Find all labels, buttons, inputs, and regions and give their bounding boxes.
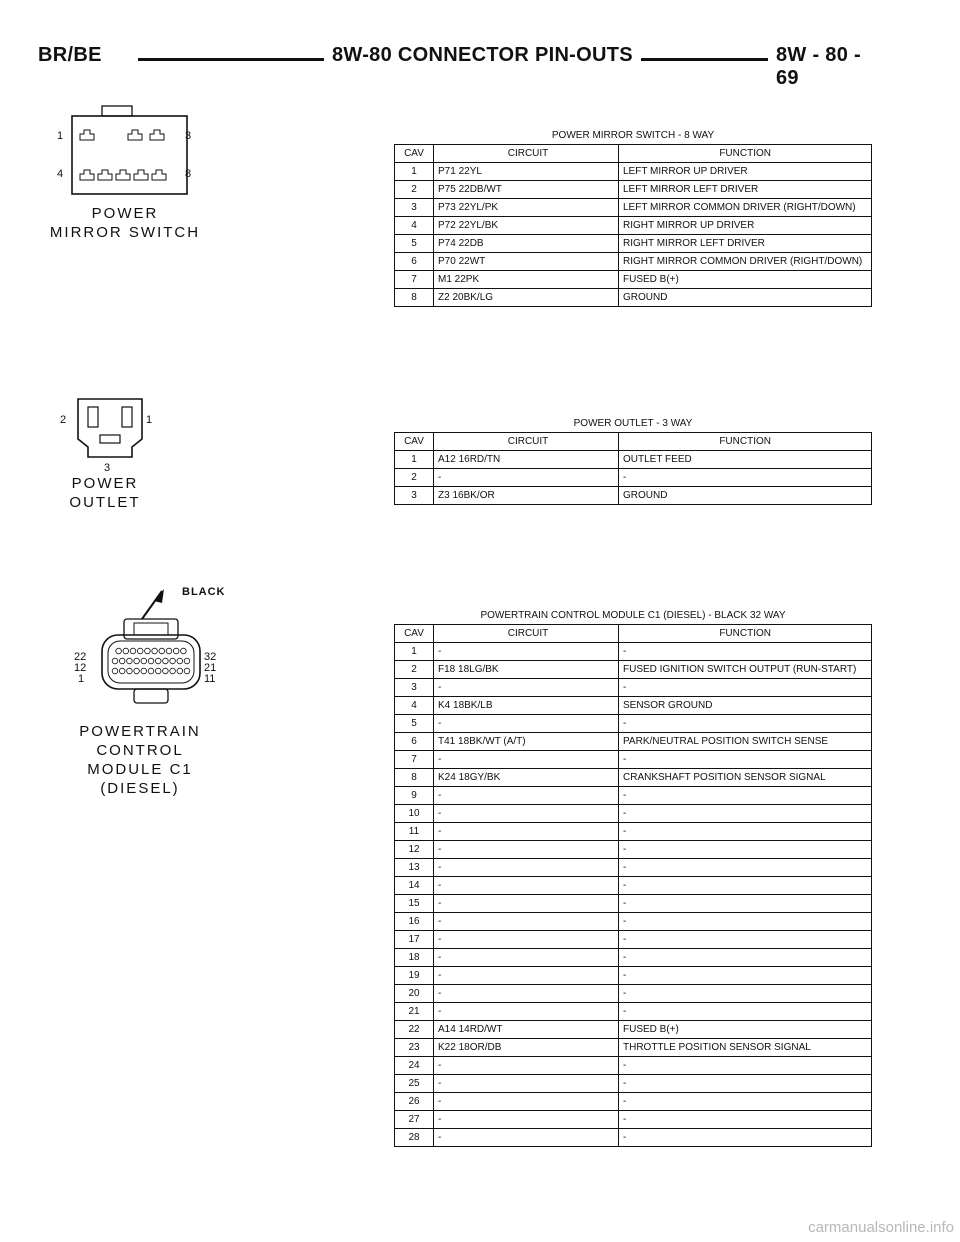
circuit-cell: - xyxy=(434,877,619,895)
circuit-cell: - xyxy=(434,643,619,661)
table-row xyxy=(395,913,872,931)
table-row xyxy=(395,661,872,679)
header-model: BR/BE xyxy=(38,44,102,66)
cavity-cell: 5 xyxy=(395,715,434,733)
function-cell: GROUND xyxy=(619,487,872,505)
function-cell: - xyxy=(619,967,872,985)
label-line: POWER xyxy=(71,475,139,492)
circuit-cell: - xyxy=(434,913,619,931)
table-row xyxy=(395,1075,872,1093)
pin-label: 2 xyxy=(60,414,67,426)
circuit-cell: M1 22PK xyxy=(434,271,619,289)
function-cell: - xyxy=(619,643,872,661)
table-row xyxy=(395,949,872,967)
circuit-cell: K4 18BK/LB xyxy=(434,697,619,715)
function-cell: - xyxy=(619,949,872,967)
function-cell: - xyxy=(619,469,872,487)
column-header: FUNCTION xyxy=(619,145,872,163)
circuit-cell: - xyxy=(434,859,619,877)
circuit-cell: - xyxy=(434,679,619,697)
table-row xyxy=(395,1093,872,1111)
circuit-cell: - xyxy=(434,967,619,985)
power-outlet-pinout-table xyxy=(394,432,872,505)
table-row xyxy=(395,985,872,1003)
cavity-cell: 3 xyxy=(395,679,434,697)
function-cell: FUSED IGNITION SWITCH OUTPUT (RUN-START) xyxy=(619,661,872,679)
cavity-cell: 3 xyxy=(395,487,434,505)
function-cell: - xyxy=(619,841,872,859)
function-cell: - xyxy=(619,985,872,1003)
circuit-cell: - xyxy=(434,895,619,913)
function-cell: - xyxy=(619,787,872,805)
table-row xyxy=(395,751,872,769)
table-row xyxy=(395,469,872,487)
table-row xyxy=(395,217,872,235)
pin-label: 3 xyxy=(185,130,192,142)
pin-label: 21 xyxy=(204,662,217,674)
cavity-cell: 17 xyxy=(395,931,434,949)
mirror-switch-table-title: POWER MIRROR SWITCH - 8 WAY xyxy=(551,130,715,141)
function-cell: - xyxy=(619,1129,872,1147)
table-row xyxy=(395,877,872,895)
circuit-cell: - xyxy=(434,1129,619,1147)
function-cell: - xyxy=(619,877,872,895)
circuit-cell: - xyxy=(434,1093,619,1111)
function-cell: - xyxy=(619,895,872,913)
function-cell: RIGHT MIRROR COMMON DRIVER (RIGHT/DOWN) xyxy=(619,253,872,271)
table-row xyxy=(395,451,872,469)
table-row xyxy=(395,841,872,859)
table-row xyxy=(395,1003,872,1021)
cavity-cell: 1 xyxy=(395,163,434,181)
table-row xyxy=(395,859,872,877)
label-line: MIRROR SWITCH xyxy=(49,224,201,241)
circuit-cell: - xyxy=(434,1111,619,1129)
table-row xyxy=(395,181,872,199)
pcm-c1-table-title: POWERTRAIN CONTROL MODULE C1 (DIESEL) - BLACK 32 WAY xyxy=(480,610,786,621)
function-cell: - xyxy=(619,1093,872,1111)
table-row xyxy=(395,823,872,841)
circuit-cell: P70 22WT xyxy=(434,253,619,271)
table-row xyxy=(395,733,872,751)
circuit-cell: - xyxy=(434,715,619,733)
label-line: (DIESEL) xyxy=(100,780,180,797)
column-header: CAV xyxy=(395,145,434,163)
circuit-cell: - xyxy=(434,949,619,967)
cavity-cell: 4 xyxy=(395,217,434,235)
connector-color-callout: BLACK xyxy=(182,586,226,598)
table-row xyxy=(395,697,872,715)
column-header: CAV xyxy=(395,625,434,643)
function-cell: - xyxy=(619,1057,872,1075)
cavity-cell: 9 xyxy=(395,787,434,805)
table-row xyxy=(395,271,872,289)
table-row xyxy=(395,679,872,697)
pin-label: 1 xyxy=(146,414,153,426)
table-row xyxy=(395,967,872,985)
cavity-cell: 2 xyxy=(395,469,434,487)
circuit-cell: P74 22DB xyxy=(434,235,619,253)
mirror-switch-connector-diagram xyxy=(60,100,200,200)
pin-label: 32 xyxy=(204,651,217,663)
function-cell: - xyxy=(619,679,872,697)
circuit-cell: Z3 16BK/OR xyxy=(434,487,619,505)
cavity-cell: 23 xyxy=(395,1039,434,1057)
column-header: CAV xyxy=(395,433,434,451)
circuit-cell: F18 18LG/BK xyxy=(434,661,619,679)
power-outlet-connector-diagram xyxy=(70,395,153,465)
circuit-cell: - xyxy=(434,469,619,487)
function-cell: THROTTLE POSITION SENSOR SIGNAL xyxy=(619,1039,872,1057)
header-section-title: 8W-80 CONNECTOR PIN-OUTS xyxy=(324,44,641,67)
cavity-cell: 7 xyxy=(395,271,434,289)
function-cell: RIGHT MIRROR LEFT DRIVER xyxy=(619,235,872,253)
cavity-cell: 8 xyxy=(395,769,434,787)
cavity-cell: 14 xyxy=(395,877,434,895)
pcm-c1-label xyxy=(40,722,240,798)
circuit-cell: - xyxy=(434,985,619,1003)
label-line: OUTLET xyxy=(69,494,141,511)
cavity-cell: 13 xyxy=(395,859,434,877)
cavity-cell: 2 xyxy=(395,181,434,199)
pin-label: 4 xyxy=(57,168,64,180)
cavity-cell: 3 xyxy=(395,199,434,217)
circuit-cell: - xyxy=(434,1003,619,1021)
function-cell: - xyxy=(619,805,872,823)
function-cell: SENSOR GROUND xyxy=(619,697,872,715)
page-header xyxy=(38,40,880,89)
circuit-cell: - xyxy=(434,1075,619,1093)
circuit-cell: - xyxy=(434,931,619,949)
function-cell: FUSED B(+) xyxy=(619,1021,872,1039)
power-outlet-table-title: POWER OUTLET - 3 WAY xyxy=(573,418,693,429)
function-cell: LEFT MIRROR LEFT DRIVER xyxy=(619,181,872,199)
table-row xyxy=(395,1021,872,1039)
table-header-row xyxy=(395,145,872,163)
function-cell: - xyxy=(619,859,872,877)
cavity-cell: 20 xyxy=(395,985,434,1003)
table-row xyxy=(395,163,872,181)
cavity-cell: 12 xyxy=(395,841,434,859)
cavity-cell: 26 xyxy=(395,1093,434,1111)
table-row xyxy=(395,1111,872,1129)
table-header-row xyxy=(395,625,872,643)
cavity-cell: 15 xyxy=(395,895,434,913)
cavity-cell: 4 xyxy=(395,697,434,715)
function-cell: GROUND xyxy=(619,289,872,307)
cavity-cell: 6 xyxy=(395,733,434,751)
table-row xyxy=(395,1129,872,1147)
cavity-cell: 2 xyxy=(395,661,434,679)
circuit-cell: - xyxy=(434,751,619,769)
cavity-cell: 22 xyxy=(395,1021,434,1039)
table-row xyxy=(395,199,872,217)
cavity-cell: 6 xyxy=(395,253,434,271)
circuit-cell: A12 16RD/TN xyxy=(434,451,619,469)
function-cell: PARK/NEUTRAL POSITION SWITCH SENSE xyxy=(619,733,872,751)
pin-label: 3 xyxy=(104,462,111,474)
table-row xyxy=(395,235,872,253)
pin-label: 22 xyxy=(74,651,87,663)
cavity-cell: 18 xyxy=(395,949,434,967)
column-header: FUNCTION xyxy=(619,433,872,451)
cavity-cell: 19 xyxy=(395,967,434,985)
function-cell: - xyxy=(619,1111,872,1129)
circuit-cell: P73 22YL/PK xyxy=(434,199,619,217)
cavity-cell: 1 xyxy=(395,643,434,661)
cavity-cell: 5 xyxy=(395,235,434,253)
table-row xyxy=(395,1057,872,1075)
table-row xyxy=(395,895,872,913)
pin-label: 12 xyxy=(74,662,87,674)
pcm-c1-pinout-table xyxy=(394,624,872,1147)
cavity-cell: 27 xyxy=(395,1111,434,1129)
table-header-row xyxy=(395,433,872,451)
cavity-cell: 24 xyxy=(395,1057,434,1075)
circuit-cell: P75 22DB/WT xyxy=(434,181,619,199)
cavity-cell: 1 xyxy=(395,451,434,469)
circuit-cell: A14 14RD/WT xyxy=(434,1021,619,1039)
cavity-cell: 21 xyxy=(395,1003,434,1021)
function-cell: - xyxy=(619,715,872,733)
column-header: FUNCTION xyxy=(619,625,872,643)
cavity-cell: 28 xyxy=(395,1129,434,1147)
column-header: CIRCUIT xyxy=(434,625,619,643)
table-row xyxy=(395,715,872,733)
function-cell: CRANKSHAFT POSITION SENSOR SIGNAL xyxy=(619,769,872,787)
circuit-cell: K22 18OR/DB xyxy=(434,1039,619,1057)
table-row xyxy=(395,931,872,949)
circuit-cell: - xyxy=(434,823,619,841)
mirror-switch-label xyxy=(40,204,210,242)
circuit-cell: P72 22YL/BK xyxy=(434,217,619,235)
watermark: carmanualsonline.info xyxy=(808,1219,954,1236)
column-header: CIRCUIT xyxy=(434,145,619,163)
table-row xyxy=(395,253,872,271)
table-row xyxy=(395,643,872,661)
circuit-cell: T41 18BK/WT (A/T) xyxy=(434,733,619,751)
table-row xyxy=(395,487,872,505)
label-line: POWERTRAIN CONTROL xyxy=(79,723,201,759)
table-row xyxy=(395,769,872,787)
mirror-switch-pinout-table xyxy=(394,144,872,307)
circuit-cell: - xyxy=(434,841,619,859)
cavity-cell: 25 xyxy=(395,1075,434,1093)
function-cell: - xyxy=(619,931,872,949)
function-cell: - xyxy=(619,913,872,931)
function-cell: - xyxy=(619,751,872,769)
circuit-cell: - xyxy=(434,1057,619,1075)
function-cell: - xyxy=(619,1003,872,1021)
table-row xyxy=(395,1039,872,1057)
function-cell: LEFT MIRROR COMMON DRIVER (RIGHT/DOWN) xyxy=(619,199,872,217)
label-line: POWER xyxy=(91,205,159,222)
circuit-cell: P71 22YL xyxy=(434,163,619,181)
cavity-cell: 8 xyxy=(395,289,434,307)
cavity-cell: 10 xyxy=(395,805,434,823)
circuit-cell: - xyxy=(434,787,619,805)
cavity-cell: 11 xyxy=(395,823,434,841)
function-cell: LEFT MIRROR UP DRIVER xyxy=(619,163,872,181)
pin-label: 11 xyxy=(204,673,216,685)
cavity-cell: 7 xyxy=(395,751,434,769)
table-row xyxy=(395,805,872,823)
pin-label: 8 xyxy=(185,168,192,180)
column-header: CIRCUIT xyxy=(434,433,619,451)
circuit-cell: Z2 20BK/LG xyxy=(434,289,619,307)
table-row xyxy=(395,289,872,307)
function-cell: RIGHT MIRROR UP DRIVER xyxy=(619,217,872,235)
pin-label: 1 xyxy=(57,130,64,142)
circuit-cell: K24 18GY/BK xyxy=(434,769,619,787)
label-line: MODULE C1 xyxy=(87,761,193,778)
function-cell: - xyxy=(619,823,872,841)
pin-label: 1 xyxy=(78,673,85,685)
table-row xyxy=(395,787,872,805)
power-outlet-label xyxy=(50,474,160,512)
cavity-cell: 16 xyxy=(395,913,434,931)
pcm-c1-connector-diagram xyxy=(90,585,210,715)
circuit-cell: - xyxy=(434,805,619,823)
header-page-number: 8W - 80 - 69 xyxy=(768,44,880,90)
function-cell: OUTLET FEED xyxy=(619,451,872,469)
function-cell: - xyxy=(619,1075,872,1093)
function-cell: FUSED B(+) xyxy=(619,271,872,289)
